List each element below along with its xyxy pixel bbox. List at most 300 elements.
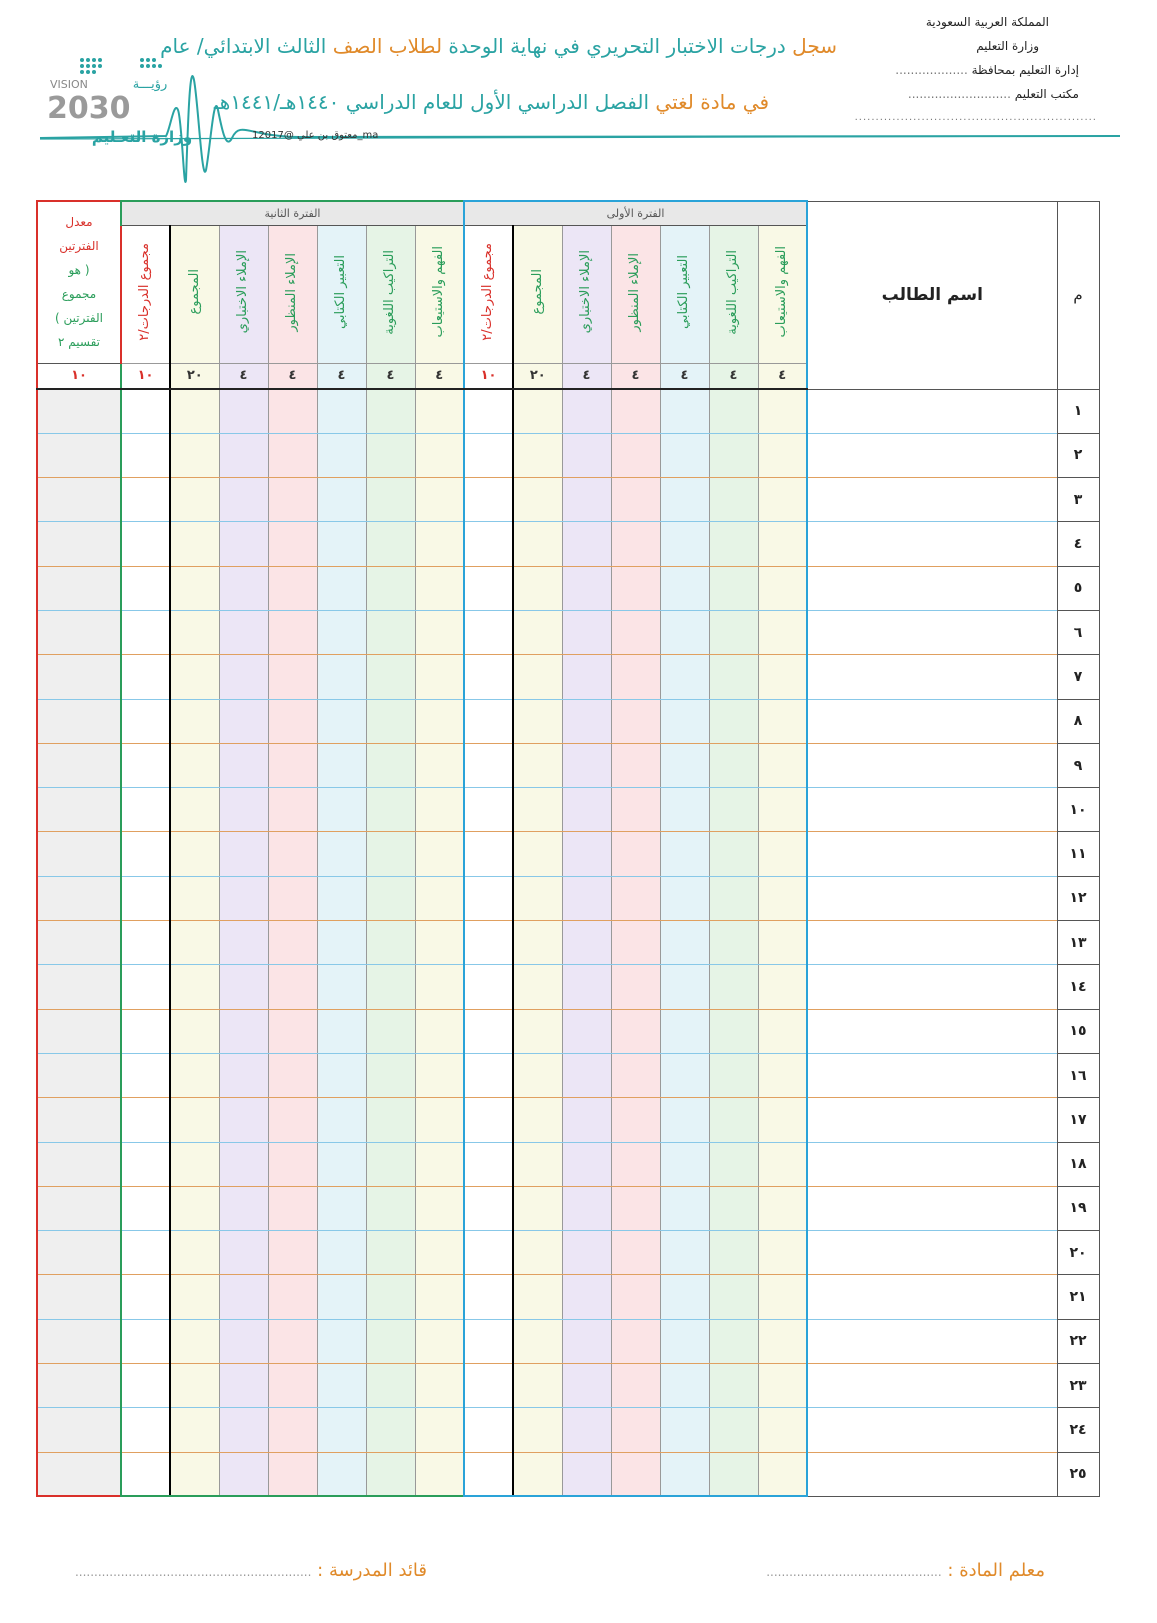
period2-grade-cell[interactable] bbox=[268, 610, 317, 654]
period1-grade-cell[interactable] bbox=[513, 1231, 562, 1275]
period2-grade-cell[interactable] bbox=[415, 1142, 464, 1186]
period2-grade-cell[interactable] bbox=[268, 1009, 317, 1053]
period1-grade-cell[interactable] bbox=[562, 1408, 611, 1452]
student-name-cell[interactable] bbox=[807, 1009, 1057, 1053]
period1-grade-cell[interactable] bbox=[513, 566, 562, 610]
period1-grade-cell[interactable] bbox=[660, 788, 709, 832]
period1-grade-cell[interactable] bbox=[660, 832, 709, 876]
period1-grade-cell[interactable] bbox=[513, 1009, 562, 1053]
period1-grade-cell[interactable] bbox=[562, 1231, 611, 1275]
period2-grade-cell[interactable] bbox=[170, 433, 219, 477]
period2-grade-cell[interactable] bbox=[219, 1275, 268, 1319]
period2-grade-cell[interactable] bbox=[415, 965, 464, 1009]
period2-grade-cell[interactable] bbox=[121, 1364, 170, 1408]
period1-grade-cell[interactable] bbox=[464, 965, 513, 1009]
period2-grade-cell[interactable] bbox=[415, 1275, 464, 1319]
period1-grade-cell[interactable] bbox=[758, 699, 807, 743]
period2-grade-cell[interactable] bbox=[121, 1231, 170, 1275]
period1-grade-cell[interactable] bbox=[611, 743, 660, 787]
period1-grade-cell[interactable] bbox=[464, 1452, 513, 1496]
period2-grade-cell[interactable] bbox=[170, 1186, 219, 1230]
period1-grade-cell[interactable] bbox=[464, 743, 513, 787]
period2-grade-cell[interactable] bbox=[121, 1319, 170, 1363]
period1-grade-cell[interactable] bbox=[758, 832, 807, 876]
period1-grade-cell[interactable] bbox=[611, 1142, 660, 1186]
period2-grade-cell[interactable] bbox=[415, 1452, 464, 1496]
period2-grade-cell[interactable] bbox=[268, 699, 317, 743]
average-grade-cell[interactable] bbox=[37, 965, 121, 1009]
period2-grade-cell[interactable] bbox=[268, 743, 317, 787]
period1-grade-cell[interactable] bbox=[513, 921, 562, 965]
period1-grade-cell[interactable] bbox=[758, 1142, 807, 1186]
period2-grade-cell[interactable] bbox=[366, 389, 415, 433]
period1-grade-cell[interactable] bbox=[758, 1053, 807, 1097]
period1-grade-cell[interactable] bbox=[709, 1452, 758, 1496]
period1-grade-cell[interactable] bbox=[464, 1364, 513, 1408]
period1-grade-cell[interactable] bbox=[660, 876, 709, 920]
period1-grade-cell[interactable] bbox=[709, 1275, 758, 1319]
period2-grade-cell[interactable] bbox=[121, 1053, 170, 1097]
period1-grade-cell[interactable] bbox=[660, 1053, 709, 1097]
student-name-cell[interactable] bbox=[807, 655, 1057, 699]
period1-grade-cell[interactable] bbox=[611, 389, 660, 433]
period1-grade-cell[interactable] bbox=[660, 699, 709, 743]
period1-grade-cell[interactable] bbox=[709, 1364, 758, 1408]
average-grade-cell[interactable] bbox=[37, 566, 121, 610]
average-grade-cell[interactable] bbox=[37, 1142, 121, 1186]
average-grade-cell[interactable] bbox=[37, 832, 121, 876]
period2-grade-cell[interactable] bbox=[415, 389, 464, 433]
period1-grade-cell[interactable] bbox=[562, 1142, 611, 1186]
period1-grade-cell[interactable] bbox=[513, 522, 562, 566]
period2-grade-cell[interactable] bbox=[415, 832, 464, 876]
period2-grade-cell[interactable] bbox=[268, 655, 317, 699]
period1-grade-cell[interactable] bbox=[464, 478, 513, 522]
period1-grade-cell[interactable] bbox=[464, 1053, 513, 1097]
period1-grade-cell[interactable] bbox=[611, 788, 660, 832]
student-name-cell[interactable] bbox=[807, 522, 1057, 566]
student-name-cell[interactable] bbox=[807, 1053, 1057, 1097]
period1-grade-cell[interactable] bbox=[660, 1231, 709, 1275]
period2-grade-cell[interactable] bbox=[268, 522, 317, 566]
period2-grade-cell[interactable] bbox=[415, 478, 464, 522]
period1-grade-cell[interactable] bbox=[611, 965, 660, 1009]
period2-grade-cell[interactable] bbox=[219, 655, 268, 699]
period2-grade-cell[interactable] bbox=[219, 876, 268, 920]
period1-grade-cell[interactable] bbox=[611, 1408, 660, 1452]
period1-grade-cell[interactable] bbox=[513, 1142, 562, 1186]
period2-grade-cell[interactable] bbox=[170, 1142, 219, 1186]
period2-grade-cell[interactable] bbox=[366, 699, 415, 743]
period1-grade-cell[interactable] bbox=[758, 1186, 807, 1230]
period1-grade-cell[interactable] bbox=[758, 1408, 807, 1452]
period1-grade-cell[interactable] bbox=[758, 1009, 807, 1053]
period2-grade-cell[interactable] bbox=[121, 1142, 170, 1186]
average-grade-cell[interactable] bbox=[37, 433, 121, 477]
period1-grade-cell[interactable] bbox=[464, 1098, 513, 1142]
period1-grade-cell[interactable] bbox=[660, 1364, 709, 1408]
student-name-cell[interactable] bbox=[807, 965, 1057, 1009]
period2-grade-cell[interactable] bbox=[317, 1098, 366, 1142]
period1-grade-cell[interactable] bbox=[611, 921, 660, 965]
period2-grade-cell[interactable] bbox=[317, 389, 366, 433]
period1-grade-cell[interactable] bbox=[660, 1275, 709, 1319]
period2-grade-cell[interactable] bbox=[415, 1186, 464, 1230]
period1-grade-cell[interactable] bbox=[709, 876, 758, 920]
student-name-cell[interactable] bbox=[807, 832, 1057, 876]
period2-grade-cell[interactable] bbox=[268, 1408, 317, 1452]
period1-grade-cell[interactable] bbox=[758, 965, 807, 1009]
period1-grade-cell[interactable] bbox=[709, 743, 758, 787]
period1-grade-cell[interactable] bbox=[562, 788, 611, 832]
period2-grade-cell[interactable] bbox=[317, 965, 366, 1009]
student-name-cell[interactable] bbox=[807, 788, 1057, 832]
student-name-cell[interactable] bbox=[807, 1142, 1057, 1186]
period2-grade-cell[interactable] bbox=[317, 610, 366, 654]
period2-grade-cell[interactable] bbox=[170, 921, 219, 965]
period2-grade-cell[interactable] bbox=[317, 832, 366, 876]
period2-grade-cell[interactable] bbox=[219, 921, 268, 965]
student-name-cell[interactable] bbox=[807, 1408, 1057, 1452]
period2-grade-cell[interactable] bbox=[121, 699, 170, 743]
period2-grade-cell[interactable] bbox=[219, 1408, 268, 1452]
period1-grade-cell[interactable] bbox=[562, 699, 611, 743]
period1-grade-cell[interactable] bbox=[562, 1364, 611, 1408]
period1-grade-cell[interactable] bbox=[758, 655, 807, 699]
period2-grade-cell[interactable] bbox=[415, 566, 464, 610]
period1-grade-cell[interactable] bbox=[611, 433, 660, 477]
period1-grade-cell[interactable] bbox=[709, 566, 758, 610]
period1-grade-cell[interactable] bbox=[611, 1231, 660, 1275]
period1-grade-cell[interactable] bbox=[513, 1186, 562, 1230]
period1-grade-cell[interactable] bbox=[709, 1408, 758, 1452]
period2-grade-cell[interactable] bbox=[121, 433, 170, 477]
period1-grade-cell[interactable] bbox=[709, 1098, 758, 1142]
period1-grade-cell[interactable] bbox=[660, 1452, 709, 1496]
period2-grade-cell[interactable] bbox=[268, 1452, 317, 1496]
period2-grade-cell[interactable] bbox=[415, 788, 464, 832]
period2-grade-cell[interactable] bbox=[268, 1186, 317, 1230]
period1-grade-cell[interactable] bbox=[562, 389, 611, 433]
period2-grade-cell[interactable] bbox=[317, 655, 366, 699]
average-grade-cell[interactable] bbox=[37, 1275, 121, 1319]
period1-grade-cell[interactable] bbox=[758, 1231, 807, 1275]
period2-grade-cell[interactable] bbox=[415, 1009, 464, 1053]
period1-grade-cell[interactable] bbox=[562, 1186, 611, 1230]
period1-grade-cell[interactable] bbox=[562, 433, 611, 477]
period1-grade-cell[interactable] bbox=[562, 921, 611, 965]
period1-grade-cell[interactable] bbox=[758, 1275, 807, 1319]
period1-grade-cell[interactable] bbox=[562, 1009, 611, 1053]
period1-grade-cell[interactable] bbox=[611, 876, 660, 920]
period2-grade-cell[interactable] bbox=[268, 1142, 317, 1186]
period1-grade-cell[interactable] bbox=[758, 1319, 807, 1363]
period2-grade-cell[interactable] bbox=[121, 522, 170, 566]
average-grade-cell[interactable] bbox=[37, 1186, 121, 1230]
period2-grade-cell[interactable] bbox=[219, 522, 268, 566]
period2-grade-cell[interactable] bbox=[219, 1142, 268, 1186]
period2-grade-cell[interactable] bbox=[366, 1408, 415, 1452]
period2-grade-cell[interactable] bbox=[366, 566, 415, 610]
period1-grade-cell[interactable] bbox=[660, 389, 709, 433]
period2-grade-cell[interactable] bbox=[219, 743, 268, 787]
period2-grade-cell[interactable] bbox=[268, 1231, 317, 1275]
period1-grade-cell[interactable] bbox=[709, 1053, 758, 1097]
period1-grade-cell[interactable] bbox=[513, 876, 562, 920]
period1-grade-cell[interactable] bbox=[611, 1186, 660, 1230]
period1-grade-cell[interactable] bbox=[611, 610, 660, 654]
period1-grade-cell[interactable] bbox=[611, 1452, 660, 1496]
period1-grade-cell[interactable] bbox=[513, 1452, 562, 1496]
period2-grade-cell[interactable] bbox=[219, 1009, 268, 1053]
period1-grade-cell[interactable] bbox=[709, 522, 758, 566]
period2-grade-cell[interactable] bbox=[366, 522, 415, 566]
period1-grade-cell[interactable] bbox=[660, 610, 709, 654]
period2-grade-cell[interactable] bbox=[121, 1452, 170, 1496]
period2-grade-cell[interactable] bbox=[170, 1275, 219, 1319]
period2-grade-cell[interactable] bbox=[170, 832, 219, 876]
period1-grade-cell[interactable] bbox=[709, 1186, 758, 1230]
period2-grade-cell[interactable] bbox=[317, 1364, 366, 1408]
average-grade-cell[interactable] bbox=[37, 522, 121, 566]
period1-grade-cell[interactable] bbox=[758, 743, 807, 787]
period1-grade-cell[interactable] bbox=[562, 610, 611, 654]
student-name-cell[interactable] bbox=[807, 1186, 1057, 1230]
period1-grade-cell[interactable] bbox=[464, 1231, 513, 1275]
period1-grade-cell[interactable] bbox=[758, 921, 807, 965]
period2-grade-cell[interactable] bbox=[366, 743, 415, 787]
period2-grade-cell[interactable] bbox=[317, 1275, 366, 1319]
period1-grade-cell[interactable] bbox=[660, 566, 709, 610]
average-grade-cell[interactable] bbox=[37, 921, 121, 965]
period2-grade-cell[interactable] bbox=[268, 389, 317, 433]
period1-grade-cell[interactable] bbox=[562, 522, 611, 566]
period1-grade-cell[interactable] bbox=[611, 522, 660, 566]
period1-grade-cell[interactable] bbox=[513, 478, 562, 522]
period2-grade-cell[interactable] bbox=[121, 655, 170, 699]
period2-grade-cell[interactable] bbox=[366, 1231, 415, 1275]
period2-grade-cell[interactable] bbox=[121, 876, 170, 920]
period2-grade-cell[interactable] bbox=[415, 743, 464, 787]
period2-grade-cell[interactable] bbox=[415, 1408, 464, 1452]
period2-grade-cell[interactable] bbox=[170, 1009, 219, 1053]
student-name-cell[interactable] bbox=[807, 1231, 1057, 1275]
period2-grade-cell[interactable] bbox=[121, 832, 170, 876]
period1-grade-cell[interactable] bbox=[709, 965, 758, 1009]
period1-grade-cell[interactable] bbox=[562, 1452, 611, 1496]
period1-grade-cell[interactable] bbox=[660, 1319, 709, 1363]
period2-grade-cell[interactable] bbox=[317, 433, 366, 477]
period2-grade-cell[interactable] bbox=[366, 965, 415, 1009]
period2-grade-cell[interactable] bbox=[366, 1319, 415, 1363]
period2-grade-cell[interactable] bbox=[366, 1142, 415, 1186]
period2-grade-cell[interactable] bbox=[415, 522, 464, 566]
period1-grade-cell[interactable] bbox=[562, 1319, 611, 1363]
period2-grade-cell[interactable] bbox=[219, 610, 268, 654]
period2-grade-cell[interactable] bbox=[219, 1452, 268, 1496]
period2-grade-cell[interactable] bbox=[170, 1098, 219, 1142]
period1-grade-cell[interactable] bbox=[709, 1231, 758, 1275]
period1-grade-cell[interactable] bbox=[464, 389, 513, 433]
period2-grade-cell[interactable] bbox=[219, 965, 268, 1009]
period2-grade-cell[interactable] bbox=[415, 1319, 464, 1363]
period2-grade-cell[interactable] bbox=[121, 566, 170, 610]
period1-grade-cell[interactable] bbox=[464, 699, 513, 743]
period2-grade-cell[interactable] bbox=[317, 1009, 366, 1053]
period2-grade-cell[interactable] bbox=[170, 699, 219, 743]
period2-grade-cell[interactable] bbox=[317, 1053, 366, 1097]
period2-grade-cell[interactable] bbox=[121, 610, 170, 654]
period1-grade-cell[interactable] bbox=[464, 1186, 513, 1230]
period2-grade-cell[interactable] bbox=[268, 921, 317, 965]
period2-grade-cell[interactable] bbox=[268, 1275, 317, 1319]
period1-grade-cell[interactable] bbox=[464, 1142, 513, 1186]
period2-grade-cell[interactable] bbox=[219, 478, 268, 522]
period2-grade-cell[interactable] bbox=[219, 566, 268, 610]
period2-grade-cell[interactable] bbox=[317, 478, 366, 522]
period2-grade-cell[interactable] bbox=[121, 788, 170, 832]
period2-grade-cell[interactable] bbox=[366, 1364, 415, 1408]
period2-grade-cell[interactable] bbox=[121, 921, 170, 965]
period2-grade-cell[interactable] bbox=[219, 1053, 268, 1097]
period1-grade-cell[interactable] bbox=[464, 788, 513, 832]
period1-grade-cell[interactable] bbox=[758, 610, 807, 654]
period2-grade-cell[interactable] bbox=[415, 610, 464, 654]
period1-grade-cell[interactable] bbox=[562, 965, 611, 1009]
period2-grade-cell[interactable] bbox=[317, 876, 366, 920]
period2-grade-cell[interactable] bbox=[219, 433, 268, 477]
period2-grade-cell[interactable] bbox=[415, 1053, 464, 1097]
average-grade-cell[interactable] bbox=[37, 1364, 121, 1408]
period1-grade-cell[interactable] bbox=[611, 1009, 660, 1053]
period1-grade-cell[interactable] bbox=[513, 965, 562, 1009]
student-name-cell[interactable] bbox=[807, 566, 1057, 610]
period2-grade-cell[interactable] bbox=[219, 788, 268, 832]
period1-grade-cell[interactable] bbox=[709, 832, 758, 876]
student-name-cell[interactable] bbox=[807, 1319, 1057, 1363]
period2-grade-cell[interactable] bbox=[415, 876, 464, 920]
period2-grade-cell[interactable] bbox=[121, 1408, 170, 1452]
period1-grade-cell[interactable] bbox=[758, 788, 807, 832]
period2-grade-cell[interactable] bbox=[366, 876, 415, 920]
period2-grade-cell[interactable] bbox=[366, 921, 415, 965]
average-grade-cell[interactable] bbox=[37, 876, 121, 920]
period2-grade-cell[interactable] bbox=[170, 1408, 219, 1452]
period2-grade-cell[interactable] bbox=[366, 788, 415, 832]
period2-grade-cell[interactable] bbox=[121, 389, 170, 433]
period1-grade-cell[interactable] bbox=[562, 655, 611, 699]
period1-grade-cell[interactable] bbox=[464, 832, 513, 876]
average-grade-cell[interactable] bbox=[37, 1319, 121, 1363]
period2-grade-cell[interactable] bbox=[268, 478, 317, 522]
period2-grade-cell[interactable] bbox=[415, 1098, 464, 1142]
period2-grade-cell[interactable] bbox=[366, 478, 415, 522]
period1-grade-cell[interactable] bbox=[611, 478, 660, 522]
period2-grade-cell[interactable] bbox=[268, 1098, 317, 1142]
period1-grade-cell[interactable] bbox=[660, 655, 709, 699]
period2-grade-cell[interactable] bbox=[121, 1186, 170, 1230]
period1-grade-cell[interactable] bbox=[758, 389, 807, 433]
period1-grade-cell[interactable] bbox=[464, 876, 513, 920]
period1-grade-cell[interactable] bbox=[513, 1098, 562, 1142]
period1-grade-cell[interactable] bbox=[758, 566, 807, 610]
period2-grade-cell[interactable] bbox=[317, 1408, 366, 1452]
average-grade-cell[interactable] bbox=[37, 1452, 121, 1496]
period1-grade-cell[interactable] bbox=[709, 655, 758, 699]
period1-grade-cell[interactable] bbox=[464, 921, 513, 965]
period2-grade-cell[interactable] bbox=[219, 699, 268, 743]
period2-grade-cell[interactable] bbox=[415, 699, 464, 743]
period2-grade-cell[interactable] bbox=[219, 389, 268, 433]
period1-grade-cell[interactable] bbox=[513, 389, 562, 433]
average-grade-cell[interactable] bbox=[37, 478, 121, 522]
period1-grade-cell[interactable] bbox=[709, 433, 758, 477]
period2-grade-cell[interactable] bbox=[317, 699, 366, 743]
period1-grade-cell[interactable] bbox=[611, 1053, 660, 1097]
period2-grade-cell[interactable] bbox=[219, 1098, 268, 1142]
period2-grade-cell[interactable] bbox=[170, 788, 219, 832]
period1-grade-cell[interactable] bbox=[562, 743, 611, 787]
period2-grade-cell[interactable] bbox=[170, 743, 219, 787]
period1-grade-cell[interactable] bbox=[611, 1319, 660, 1363]
period2-grade-cell[interactable] bbox=[415, 655, 464, 699]
period2-grade-cell[interactable] bbox=[268, 1364, 317, 1408]
period2-grade-cell[interactable] bbox=[317, 788, 366, 832]
period1-grade-cell[interactable] bbox=[562, 1275, 611, 1319]
period2-grade-cell[interactable] bbox=[317, 743, 366, 787]
period2-grade-cell[interactable] bbox=[121, 1275, 170, 1319]
student-name-cell[interactable] bbox=[807, 921, 1057, 965]
period2-grade-cell[interactable] bbox=[415, 1231, 464, 1275]
period1-grade-cell[interactable] bbox=[660, 743, 709, 787]
period1-grade-cell[interactable] bbox=[562, 566, 611, 610]
period1-grade-cell[interactable] bbox=[513, 699, 562, 743]
period1-grade-cell[interactable] bbox=[464, 655, 513, 699]
period2-grade-cell[interactable] bbox=[366, 1098, 415, 1142]
period1-grade-cell[interactable] bbox=[709, 610, 758, 654]
period2-grade-cell[interactable] bbox=[317, 1142, 366, 1186]
average-grade-cell[interactable] bbox=[37, 655, 121, 699]
period1-grade-cell[interactable] bbox=[709, 1142, 758, 1186]
period2-grade-cell[interactable] bbox=[366, 610, 415, 654]
period1-grade-cell[interactable] bbox=[513, 1275, 562, 1319]
period1-grade-cell[interactable] bbox=[513, 743, 562, 787]
student-name-cell[interactable] bbox=[807, 1275, 1057, 1319]
period1-grade-cell[interactable] bbox=[464, 1009, 513, 1053]
period1-grade-cell[interactable] bbox=[758, 478, 807, 522]
period1-grade-cell[interactable] bbox=[660, 1186, 709, 1230]
period1-grade-cell[interactable] bbox=[758, 1452, 807, 1496]
period1-grade-cell[interactable] bbox=[562, 876, 611, 920]
period1-grade-cell[interactable] bbox=[513, 1364, 562, 1408]
period2-grade-cell[interactable] bbox=[121, 965, 170, 1009]
period1-grade-cell[interactable] bbox=[709, 788, 758, 832]
period1-grade-cell[interactable] bbox=[660, 1009, 709, 1053]
student-name-cell[interactable] bbox=[807, 876, 1057, 920]
period2-grade-cell[interactable] bbox=[170, 1319, 219, 1363]
period2-grade-cell[interactable] bbox=[219, 1364, 268, 1408]
period2-grade-cell[interactable] bbox=[317, 522, 366, 566]
period2-grade-cell[interactable] bbox=[170, 1053, 219, 1097]
period2-grade-cell[interactable] bbox=[366, 832, 415, 876]
period2-grade-cell[interactable] bbox=[268, 566, 317, 610]
period1-grade-cell[interactable] bbox=[513, 655, 562, 699]
student-name-cell[interactable] bbox=[807, 433, 1057, 477]
period1-grade-cell[interactable] bbox=[611, 699, 660, 743]
period1-grade-cell[interactable] bbox=[758, 876, 807, 920]
period2-grade-cell[interactable] bbox=[268, 788, 317, 832]
period1-grade-cell[interactable] bbox=[709, 389, 758, 433]
